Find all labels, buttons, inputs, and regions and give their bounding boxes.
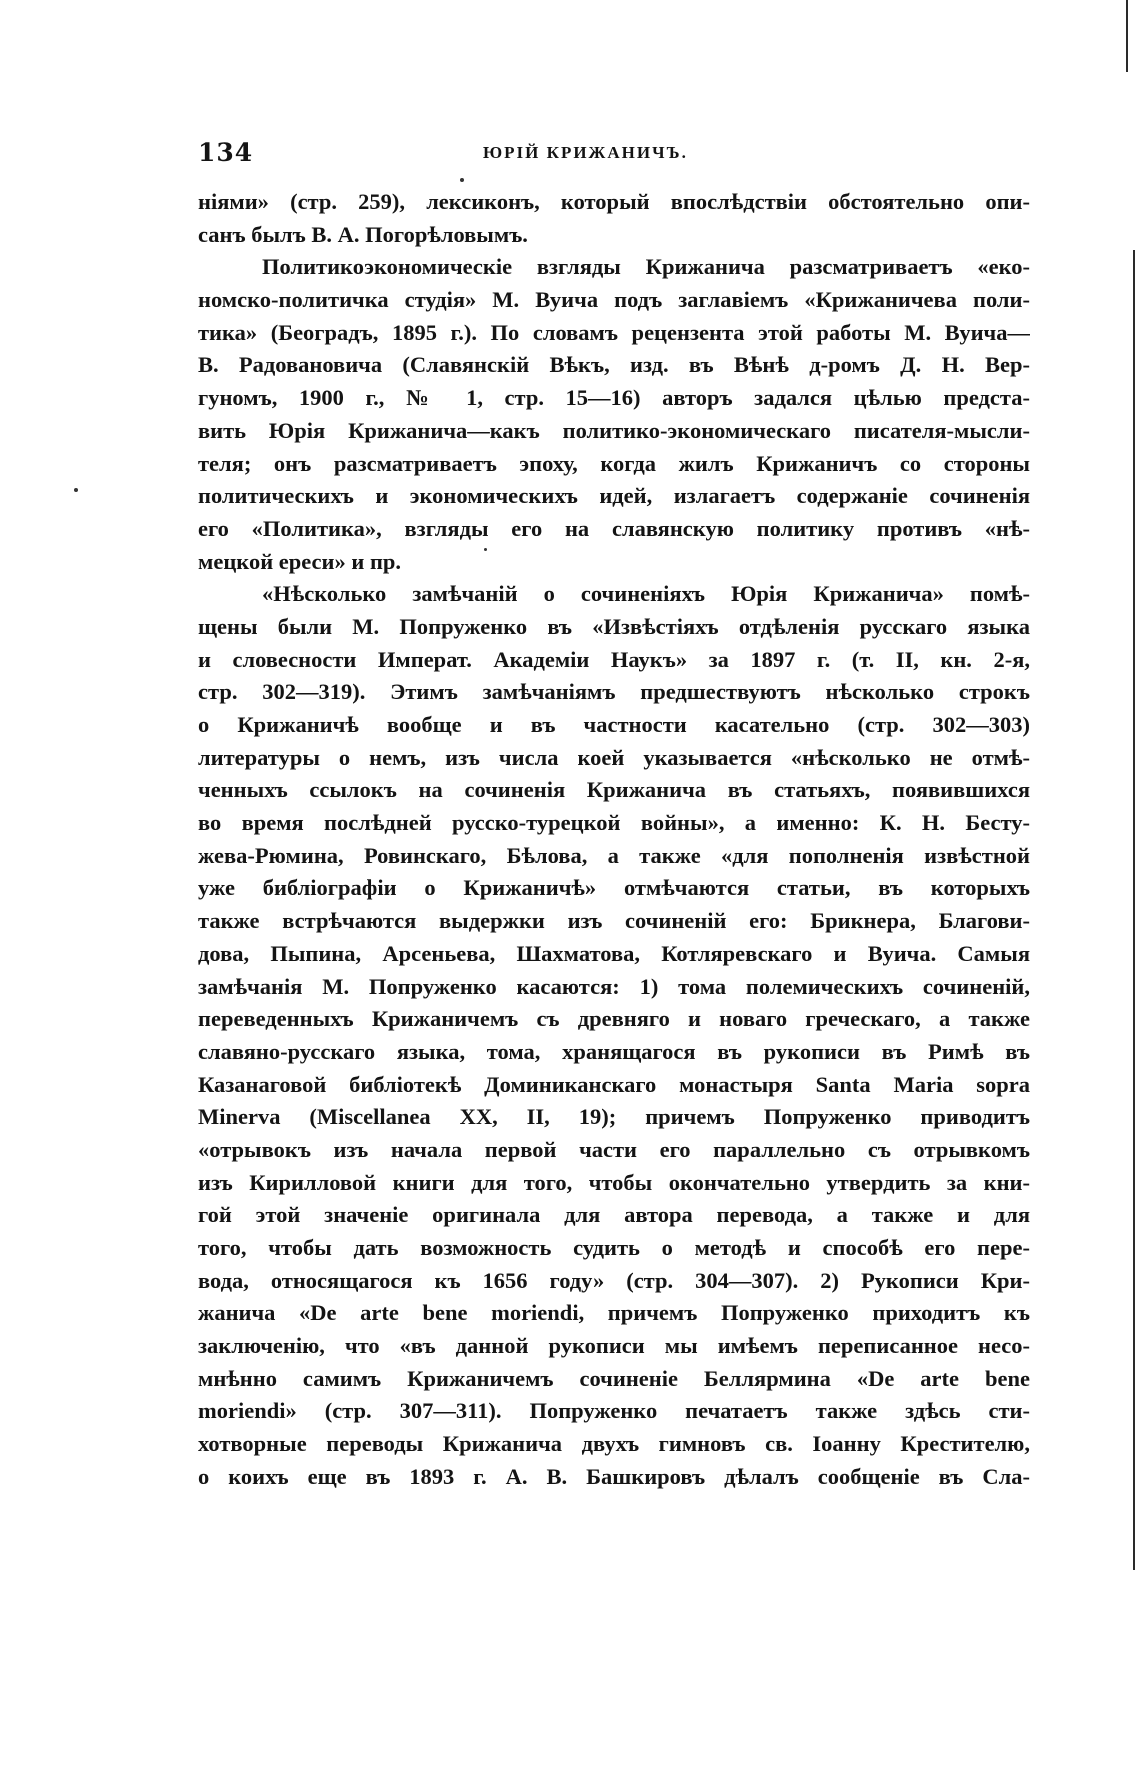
text-line: уже библіографіи о Крижаничѣ» отмѣчаются статьи, въ которыхъ: [198, 875, 1030, 901]
page-number: 134: [198, 138, 254, 167]
text-line: теля; онъ разсматриваетъ эпоху, когда жилъ Крижаничъ со стороны: [198, 450, 1030, 476]
text-line: номско-политичка студія» М. Вуича подъ заглавіемъ «Крижаничева поли-: [198, 287, 1030, 313]
print-speck: [74, 488, 78, 492]
text-line: Minerva (Miscellanea XX, II, 19); причемъ Попруженко приводитъ: [198, 1104, 1030, 1130]
text-line: тика» (Београдъ, 1895 г.). По словамъ рецензента этой работы М. Вуича—: [198, 319, 1030, 345]
text-line: того, чтобы дать возможность судить о методѣ и способѣ его пере-: [198, 1235, 1030, 1260]
text-line: гой этой значеніе оригинала для автора перевода, а также и для: [198, 1202, 1030, 1228]
text-line: о Крижаничѣ вообще и въ частности касательно (стр. 302—303): [198, 712, 1030, 737]
text-line: «Нѣсколько замѣчаній о сочиненіяхъ Юрія Крижанича» помѣ-: [262, 581, 1030, 607]
text-line: заключенію, что «въ данной рукописи мы имѣемъ переписанное несо-: [198, 1333, 1030, 1359]
scan-edge-line-top: [1126, 0, 1128, 72]
scan-edge-line-right: [1133, 250, 1135, 1570]
body-text: [198, 186, 1030, 1494]
running-head: [198, 138, 1038, 174]
text-line: moriendi» (стр. 307—311). Попруженко печатаетъ также здѣсь сти-: [198, 1398, 1030, 1424]
text-line: его «Политика», взгляды его на славянскую политику противъ «нѣ-: [198, 515, 1030, 541]
text-line: переведенныхъ Крижаничемъ съ древняго и новаго греческаго, а также: [198, 1006, 1030, 1032]
text-line: щены были М. Попруженко въ «Извѣстіяхъ отдѣленія русскаго языка: [198, 613, 1030, 639]
text-line: вода, относящагося къ 1656 году» (стр. 304—307). 2) Рукописи Кри-: [198, 1267, 1030, 1293]
running-title: ЮРІЙ КРИЖАНИЧЪ.: [483, 143, 688, 162]
text-line: славяно-русскаго языка, тома, хранящагося въ рукописи въ Римѣ въ: [198, 1038, 1030, 1064]
text-line: вить Юрія Крижанича—какъ политико-экономическаго писателя-мысли-: [198, 417, 1030, 443]
text-line: изъ Кирилловой книги для того, чтобы окончательно утвердить за кни-: [198, 1169, 1030, 1195]
text-line: литературы о немъ, изъ числа коей указывается «нѣсколько не отмѣ-: [198, 744, 1030, 770]
text-line: ченныхъ ссылокъ на сочиненія Крижанича въ статьяхъ, появившихся: [198, 777, 1030, 803]
text-line: Казанаговой библіотекѣ Доминиканскаго монастыря Santa Maria sopra: [198, 1071, 1030, 1097]
text-line: ніями» (стр. 259), лексиконъ, который впослѣдствіи обстоятельно опи-: [198, 189, 1030, 214]
text-line: гуномъ, 1900 г., № 1, стр. 15—16) авторъ задался цѣлью предста-: [198, 385, 1030, 411]
text-line: жанича «De arte bene moriendi, причемъ Попруженко приходитъ къ: [198, 1300, 1030, 1326]
text-line: хотворные переводы Крижанича двухъ гимновъ св. Іоанну Крестителю,: [198, 1431, 1030, 1457]
text-line: замѣчанія М. Попруженко касаются: 1) тома полемическихъ сочиненій,: [198, 973, 1030, 999]
text-line: В. Радовановича (Славянскій Вѣкъ, изд. въ Вѣнѣ д-ромъ Д. Н. Вер-: [198, 352, 1030, 378]
text-line: и словесности Императ. Академіи Наукъ» за 1897 г. (т. II, кн. 2-я,: [198, 646, 1030, 672]
text-line: санъ былъ В. А. Погорѣловымъ.: [198, 221, 528, 247]
text-line: о коихъ еще въ 1893 г. А. В. Башкировъ дѣлалъ сообщеніе въ Сла-: [198, 1463, 1030, 1489]
text-line: Политикоэкономическіе взгляды Крижанича разсматриваетъ «еко-: [262, 254, 1030, 280]
print-speck: [460, 178, 464, 182]
text-line: политическихъ и экономическихъ идей, излагаетъ содержаніе сочиненія: [198, 483, 1030, 509]
text-line: мецкой ереси» и пр.: [198, 548, 402, 574]
text-line: во время послѣдней русско-турецкой войны», а именно: К. Н. Бесту-: [198, 810, 1030, 836]
text-line: стр. 302—319). Этимъ замѣчаніямъ предшествуютъ нѣсколько строкъ: [198, 679, 1030, 705]
text-line: дова, Пыпина, Арсеньева, Шахматова, Котляревскаго и Вуича. Самыя: [198, 940, 1030, 966]
text-line: мнѣнно самимъ Крижаничемъ сочиненіе Беллярмина «De arte bene: [198, 1365, 1030, 1391]
text-line: «отрывокъ изъ начала первой части его параллельно съ отрывкомъ: [198, 1136, 1030, 1162]
text-line: также встрѣчаются выдержки изъ сочиненій его: Брикнера, Благови-: [198, 908, 1030, 934]
text-line: жева-Рюмина, Ровинскаго, Бѣлова, а также «для пополненія извѣстной: [198, 842, 1030, 868]
